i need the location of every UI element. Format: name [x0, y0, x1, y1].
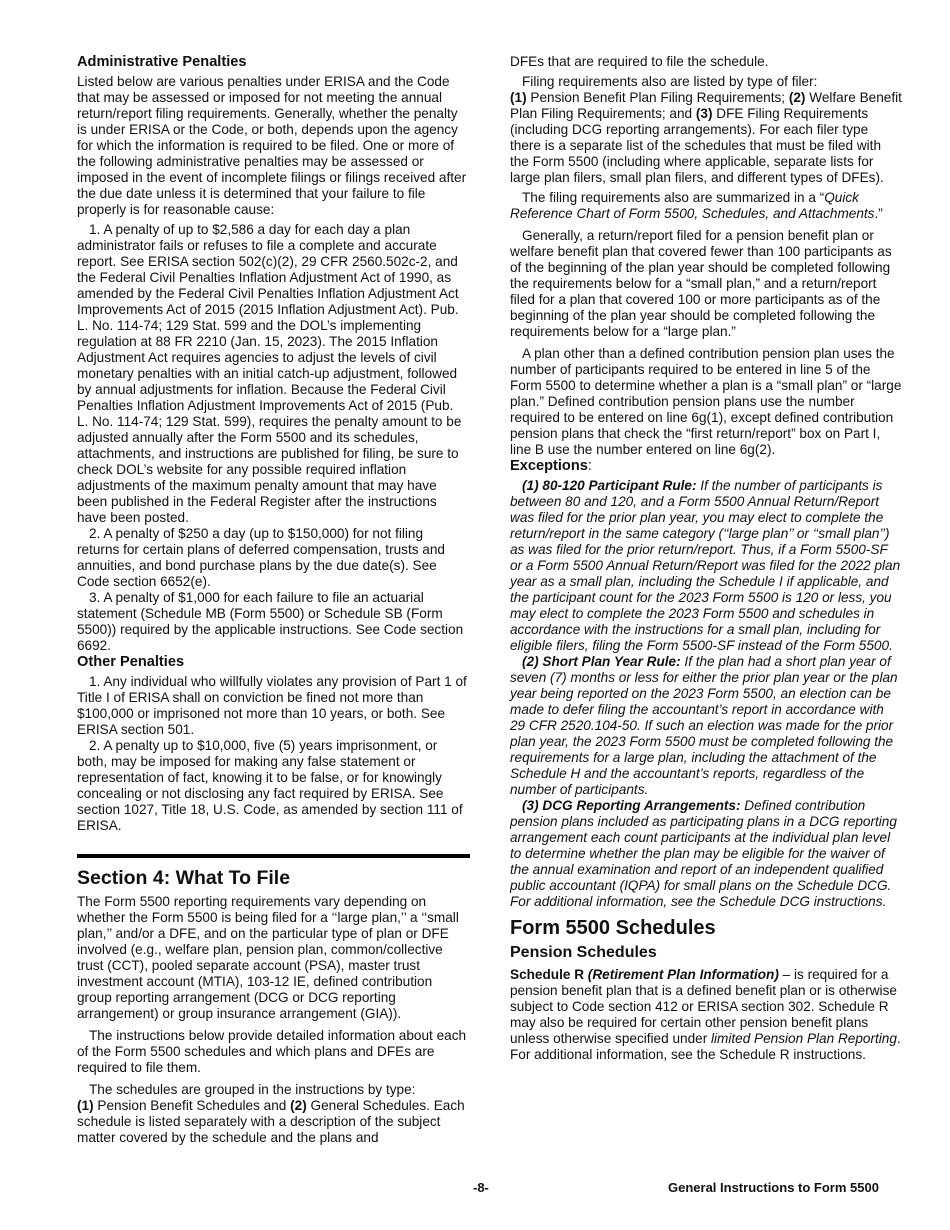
schedule-r-paragraph: Schedule R (Retirement Plan Information) – is required for a pension benefit plan that is a defined benefit plan or is otherwise subject to Code section 412 or ERISA section 302. Schedule R may also be required for certain other pension benefit plans unless otherwise specified under limited Pension Plan Reporting. For additional information, see the Schedule R instructions. [510, 967, 901, 1062]
participant-count-paragraph: A plan other than a defined contribution pension plan uses the number of participants required to be entered in line 5 of the Form 5500 to determine whether a plan is a “small plan” or “large plan.” Defined contribution pension plans use the number required to be entered on line 6g(1), except defined contribution pension plans that check the “first return/report” box on Part I, line B use the number entered on line 6g(2). [510, 346, 902, 457]
other-penalty-item-1: 1. Any individual who willfully violates any provision of Part 1 of Title I of ERISA shall on conviction be fined not more than $100,000 or imprisoned not more than 10 years, or both. See ERISA section 501. [77, 674, 467, 737]
filing-requirements-paragraph: Filing requirements also are listed by type of filer: (1) Pension Benefit Plan Filing Requirements; (2) Welfare Benefit Plan Filing Requirements; and (3) DFE Filing Requirements (including DCG reporting arrangements). For each filer type there is a separate list of the schedules that must be filed with the Form 5500 (including where applicable, separate lists for large plan filers, small plan filers, and different types of DFEs). [510, 74, 902, 185]
right-column [510, 54, 902, 1063]
section-4-paragraph-2: The instructions below provide detailed information about each of the Form 5500 schedules and which plans and DFEs are required to file them. [77, 1028, 467, 1075]
exception-short-plan-year: (2) Short Plan Year Rule: If the plan had a short plan year of seven (7) months or less for either the prior plan year or the plan year being reported on the 2023 Form 5500, an election can be made to defer filing the accountant’s report in accordance with 29 CFR 2520.104-50. If such an election was made for the prior plan year, the 2023 Form 5500 must be completed following the requirements for a large plan, including the attachment of the Schedule H and the accountant’s reports, regardless of the number of participants. [510, 654, 898, 797]
section-4-heading: Section 4: What To File [77, 867, 291, 889]
admin-penalties-intro: Listed below are various penalties under ERISA and the Code that may be assessed or imposed for not meeting the annual return/report filing requirements. Generally, whether the penalty is under ERISA or the Code, or both, depends upon the agency for which the information is required to be filed. One or more of the following administrative penalties may be assessed or imposed in the event of incomplete filings or filings received after the due date unless it is determined that your failure to file properly is for reasonable cause: [77, 74, 467, 217]
continuation-text: DFEs that are required to file the schedule. [510, 54, 769, 69]
penalty-item-2: 2. A penalty of $250 a day (up to $150,000) for not filing returns for certain plans of deferred compensation, trusts and annuities, and bond purchase plans by the due date(s). See Code section 6652(e). [77, 526, 445, 589]
small-large-plan-paragraph: Generally, a return/report filed for a pension benefit plan or welfare benefit plan that covered fewer than 100 participants as of the beginning of the plan year should be completed following the requirements below for a “small plan,” and a return/report filed for a plan that covered 100 or more participants as of the beginning of the plan year should be completed following the requirements below for a “large plan.” [510, 228, 892, 339]
other-penalty-item-2: 2. A penalty up to $10,000, five (5) years imprisonment, or both, may be imposed for making any false statement or representation of fact, knowing it to be false, or for knowingly concealing or not disclosing any fact required by ERISA. See section 1027, Title 18, U.S. Code, as amended by section 111 of ERISA. [77, 738, 463, 833]
quick-reference-paragraph: The filing requirements also are summarized in a “Quick Reference Chart of Form 5500, Schedules, and Attachments.” [510, 190, 883, 221]
penalty-item-3: 3. A penalty of $1,000 for each failure to file an actuarial statement (Schedule MB (Form 5500) or Schedule SB (Form 5500)) required by the applicable instructions. See Code section 6692. [77, 590, 464, 653]
other-penalties-heading: Other Penalties [77, 654, 185, 670]
quick-reference-chart-title: Quick Reference Chart of Form 5500, Schedules, and Attachments [510, 190, 875, 221]
footer-title: General Instructions to Form 5500 [668, 1180, 879, 1195]
exception-80-120-rule: (1) 80-120 Participant Rule: If the number of participants is between 80 and 120, and a Form 5500 Annual Return/Report was filed for the prior plan year, you may elect to complete the return/report in the same category (‘‘large plan’’ or ‘‘small plan’’) as was filed for the prior return/report. Thus, if a Form 5500-SF or a Form 5500 Annual Return/Report was filed for the 2022 plan year as a small plan, including the Schedule I if applicable, and the participant count for the 2023 Form 5500 is 120 or less, you may elect to complete the 2023 Form 5500 and schedules in accordance with the instructions for a small plan, including for eligible filers, filing the Form 5500-SF instead of the Form 5500. [510, 478, 901, 653]
page-number: -8- [473, 1180, 489, 1195]
section-4-paragraph-1: The Form 5500 reporting requirements vary depending on whether the Form 5500 is being filed for a ‘‘large plan,’’ a ‘‘small plan,’’ and/or a DFE, and on the particular type of plan or DFE involved (e.g., welfare plan, pension plan, common/collective trust (CCT), pooled separate account (PSA), master trust investment account (MTIA), 103-12 IE, defined contribution group reporting arrangement (DCG or DCG reporting arrangement) or group insurance arrangement (GIA)). [77, 894, 459, 1021]
admin-penalties-heading: Administrative Penalties [77, 54, 247, 70]
exceptions-heading: Exceptions: [510, 458, 592, 474]
pension-schedules-heading: Pension Schedules [510, 944, 657, 961]
penalty-item-1: 1. A penalty of up to $2,586 a day for each day a plan administrator fails or refuses to file a complete and accurate report. See ERISA section 502(c)(2), 29 CFR 2560.502c-2, and the Federal Civil Penalties Inflation Adjustment Act of 1990, as amended by the Federal Civil Penalties Inflation Adjustment Act Improvements Act of 2015 (2015 Inflation Adjustment Act). Pub. L. No. 114-74; 129 Stat. 599 and the DOL’s implementing regulation at 88 FR 2210 (Jan. 15, 2023). The 2015 Inflation Adjustment Act requires agencies to adjust the levels of civil monetary penalties with an initial catch-up adjustment, followed by annual adjustments for inflation. Because the Federal Civil Penalties Inflation Adjustment Improvements Act of 2015 (Pub. L. No. 114-74; 129 Stat. 599), requires the penalty amount to be adjusted annually after the Form 5500 and its schedules, attachments, and instructions are published for filing, be sure to check DOL’s website for any possible required inflation adjustments of the maximum penalty amount that may have been published in the Federal Register after the instructions have been posted. [77, 222, 462, 525]
form-5500-schedules-heading: Form 5500 Schedules [510, 917, 716, 939]
left-column [77, 54, 468, 1146]
exception-dcg-reporting: (3) DCG Reporting Arrangements: Defined contribution pension plans included as participating plans in a DCG reporting arrangement each count participants at the individual plan level to determine whether the plan may be eligible for the waiver of the annual examination and report of an independent qualified public accountant (IQPA) for small plans on the Schedule DCG. For additional information, see the Schedule DCG instructions. [510, 798, 897, 909]
section-divider [77, 854, 470, 858]
section-4-paragraph-3: The schedules are grouped in the instructions by type: (1) Pension Benefit Schedules and (2) General Schedules. Each schedule is listed separately with a description of the subject matter covered by the schedule and the plans and [77, 1082, 465, 1145]
